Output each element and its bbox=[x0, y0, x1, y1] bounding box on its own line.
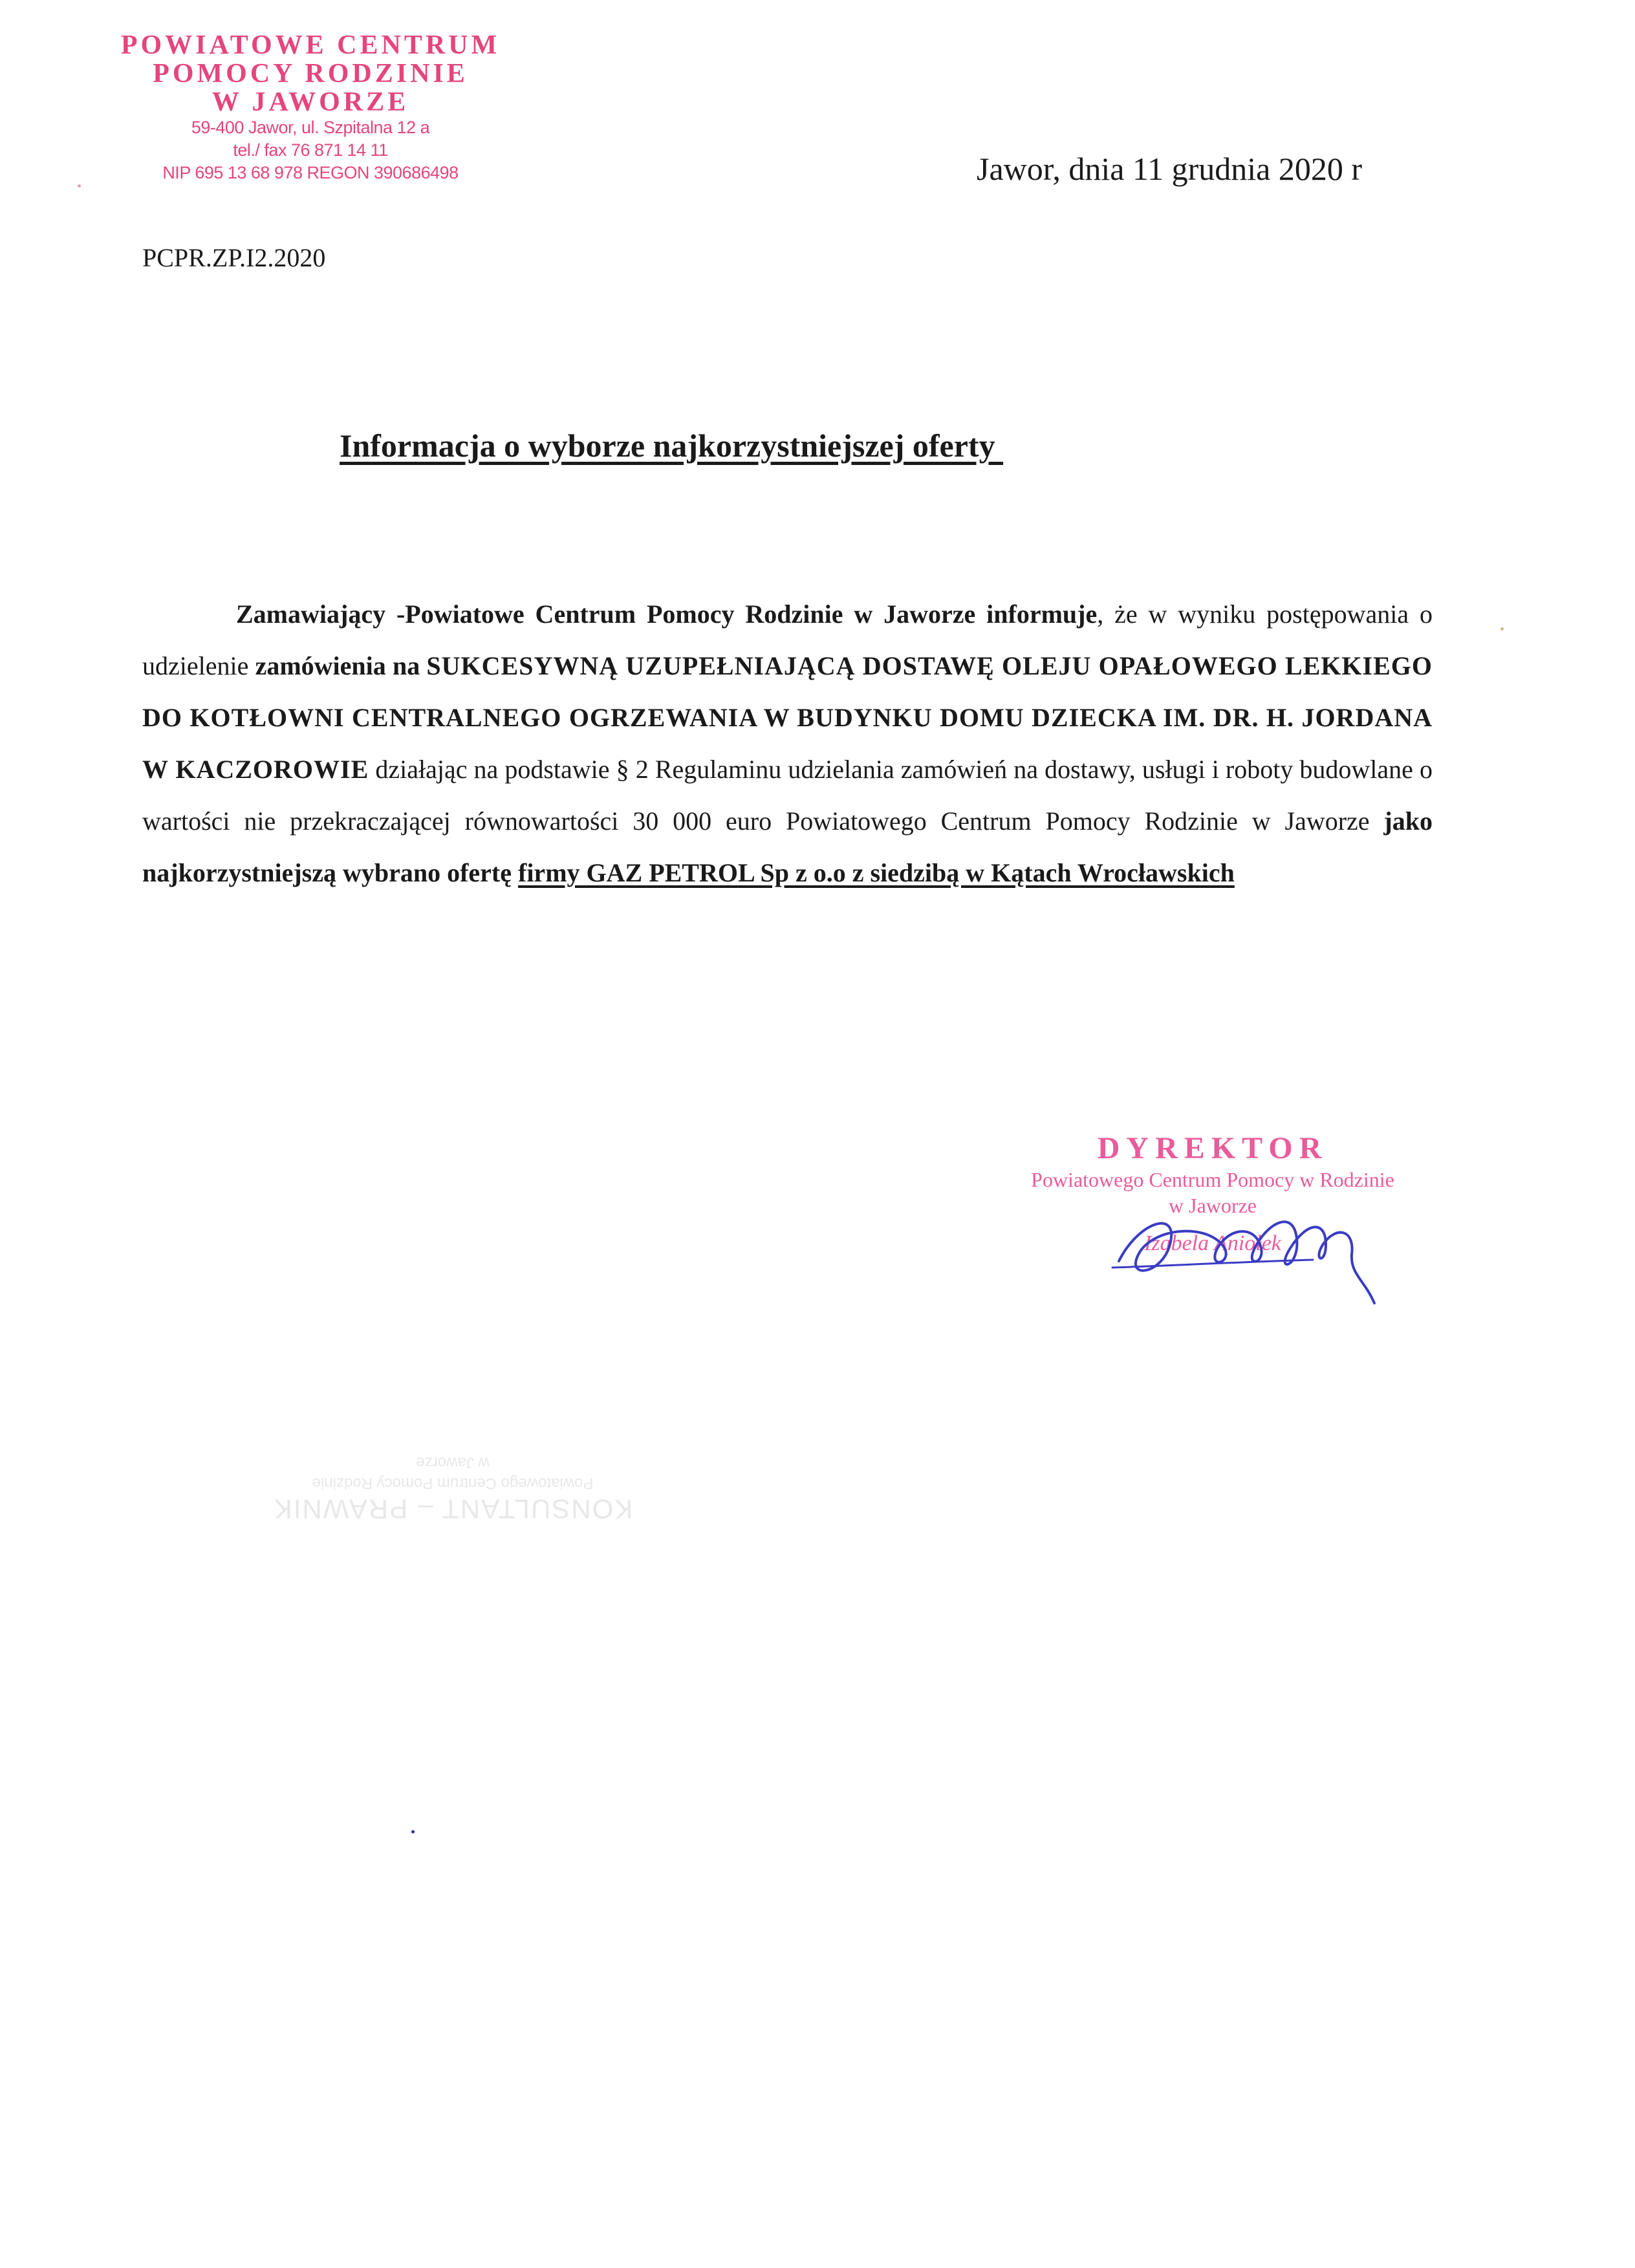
document-title: Informacja o wyborze najkorzystniejszej oferty bbox=[340, 427, 1004, 464]
body-part-5: działając na podstawie § 2 Regulaminu udzielania zamówień na dostawy, usługi i roboty budowlane o wartości nie przekraczającej równowartości 30 000 euro Powiatowego Centrum Pomocy Rodzinie w Jaworze bbox=[142, 755, 1433, 836]
scan-speck bbox=[1500, 627, 1504, 631]
ghost-stamp-line-1: KONSULTANT – PRAWNIK bbox=[272, 1494, 633, 1524]
stamp-phone: tel./ fax 76 871 14 11 bbox=[233, 140, 388, 160]
show-through-stamp bbox=[246, 1452, 660, 1524]
stamp-line-2: POMOCY RODZINIE bbox=[153, 59, 468, 89]
body-part-4: SUKCESYWNĄ UZUPEŁNIAJĄCĄ DOSTAWĘ OLEJU OPAŁOWEGO LEKKIEGO DO KOTŁOWNI CENTRALNEGO OGRZEWANIA W BUDYNKU DOMU DZIECKA IM. DR. H. JORDANA W KACZOROWIE bbox=[142, 651, 1433, 784]
director-stamp-line-1: Powiatowego Centrum Pomocy w Rodzinie bbox=[1031, 1168, 1394, 1191]
director-stamp-line-2: w Jaworze bbox=[1169, 1194, 1257, 1217]
body-part-3: zamówienia na bbox=[255, 651, 427, 680]
stamp-ids: NIP 695 13 68 978 REGON 390686498 bbox=[162, 163, 459, 182]
body-part-7: firmy GAZ PETROL Sp z o.o z siedzibą w Kątach Wrocławskich bbox=[518, 858, 1235, 887]
body-part-6: jako najkorzystniejszą wybrano ofertę bbox=[142, 806, 1433, 887]
director-stamp-name: Izabela Aniołek bbox=[1144, 1231, 1281, 1255]
scan-speck bbox=[78, 184, 81, 188]
stamp-line-1: POWIATOWE CENTRUM bbox=[120, 30, 501, 60]
director-stamp-title: DYREKTOR bbox=[1097, 1131, 1328, 1165]
body-part-2: , że w wyniku postępowania o udzielenie bbox=[142, 599, 1433, 680]
stamp-address: 59-400 Jawor, ul. Szpitalna 12 a bbox=[191, 118, 430, 137]
body-paragraph bbox=[142, 589, 1433, 899]
institution-stamp bbox=[97, 31, 524, 184]
handwritten-signature bbox=[1099, 1183, 1397, 1313]
reference-number: PCPR.ZP.I2.2020 bbox=[142, 243, 326, 272]
ghost-stamp-line-3: w Jaworze bbox=[416, 1454, 490, 1471]
scan-speck bbox=[411, 1830, 415, 1833]
date-line: Jawor, dnia 11 grudnia 2020 r bbox=[977, 151, 1363, 187]
body-part-1: Zamawiający -Powiatowe Centrum Pomocy Rodzinie w Jaworze informuje bbox=[236, 599, 1098, 629]
ghost-stamp-line-2: Powiatowego Centrum Pomocy Rodzinie bbox=[312, 1474, 594, 1492]
stamp-line-3: W JAWORZE bbox=[211, 87, 409, 117]
